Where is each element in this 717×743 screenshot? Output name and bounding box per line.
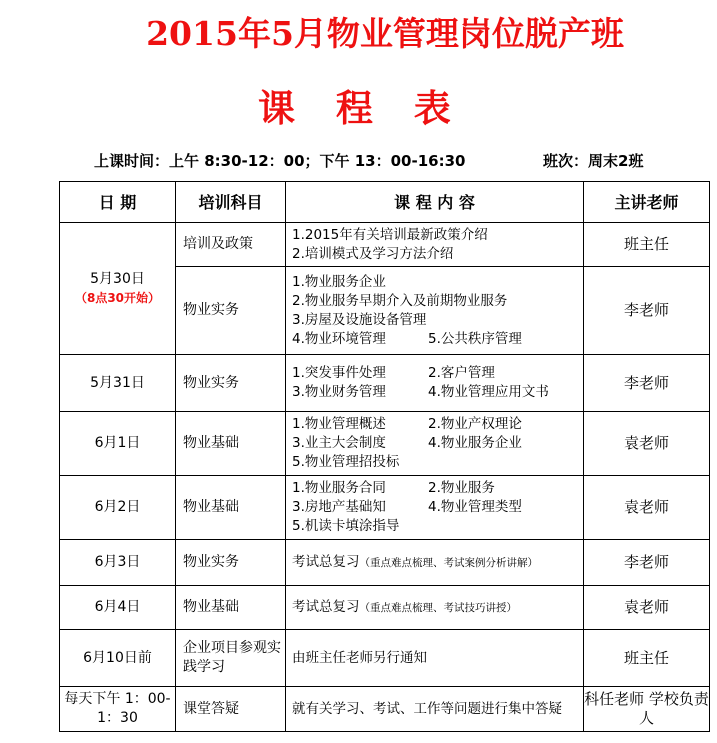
content-item: 4.物业环境管理	[292, 330, 386, 347]
content-item: 4.物业服务企业	[428, 435, 522, 451]
table-row	[60, 586, 710, 630]
teacher-cell: 袁老师	[584, 586, 710, 630]
content-item: 5.公共秩序管理	[428, 330, 522, 347]
content-cell	[286, 267, 584, 355]
content-line: 2.物业服务早期介入及前期物业服务	[292, 292, 508, 309]
content-line: 5.机读卡填涂指导	[292, 518, 400, 534]
teacher-cell: 班主任	[584, 223, 710, 267]
subject-cell: 物业基础	[176, 412, 286, 476]
content-line	[292, 434, 583, 453]
header-teacher: 主讲老师	[584, 182, 710, 223]
date-cell: 6月1日	[60, 412, 176, 476]
subject-cell: 培训及政策	[176, 223, 286, 267]
content-line	[292, 364, 583, 383]
table-row	[60, 476, 710, 540]
subject-cell: 物业实务	[176, 267, 286, 355]
date-cell: 6月10日前	[60, 630, 176, 687]
content-item: 2.物业服务	[428, 480, 495, 496]
content-line: 5.物业管理招投标	[292, 454, 400, 470]
content-line	[292, 330, 583, 349]
teacher-cell: 李老师	[584, 540, 710, 586]
class-info-line	[94, 150, 694, 172]
table-header-row	[60, 182, 710, 223]
content-line: 1.2015年有关培训最新政策介绍	[292, 226, 488, 243]
subject-cell: 课堂答疑	[176, 687, 286, 732]
schedule-title: 2015年5月物业管理岗位脱产班	[146, 14, 624, 53]
teacher-cell: 袁老师	[584, 412, 710, 476]
content-item: 3.房地产基础知	[292, 499, 386, 515]
content-item: 4.物业管理应用文书	[428, 384, 549, 400]
header-content: 课 程 内 容	[286, 182, 584, 223]
date-cell: 6月4日	[60, 586, 176, 630]
content-item: 2.客户管理	[428, 365, 495, 381]
table-row	[60, 687, 710, 732]
content-line: 3.房屋及设施设备管理	[292, 311, 427, 328]
content-item: 3.物业财务管理	[292, 384, 386, 400]
teacher-cell: 李老师	[584, 267, 710, 355]
content-cell	[286, 540, 584, 586]
content-cell: 由班主任老师另行通知	[286, 630, 584, 687]
table-row	[60, 223, 710, 267]
content-item: 2.物业产权理论	[428, 416, 522, 432]
content-line: 2.培训模式及学习方法介绍	[292, 245, 454, 262]
content-cell	[286, 412, 584, 476]
date-cell: 每天下午 1：00-1：30	[60, 687, 176, 732]
teacher-cell: 李老师	[584, 355, 710, 412]
date-cell: 6月3日	[60, 540, 176, 586]
content-note: （重点难点梳理、考试案例分析讲解）	[359, 556, 538, 569]
content-main: 考试总复习	[292, 598, 360, 615]
schedule-table	[59, 181, 710, 732]
content-note: （重点难点梳理、考试技巧讲授）	[359, 601, 517, 614]
content-item: 3.业主大会制度	[292, 435, 386, 451]
subject-cell: 物业实务	[176, 355, 286, 412]
header-date: 日 期	[60, 182, 176, 223]
content-item: 1.物业服务合同	[292, 480, 386, 496]
date-cell	[60, 223, 176, 355]
content-item: 4.物业管理类型	[428, 499, 522, 515]
content-cell	[286, 476, 584, 540]
table-row	[60, 355, 710, 412]
content-cell	[286, 223, 584, 267]
table-row	[60, 630, 710, 687]
content-item: 1.物业管理概述	[292, 416, 386, 432]
date-cell: 5月31日	[60, 355, 176, 412]
class-time: 上课时间：上午 8:30-12：00；下午 13：00-16:30	[94, 152, 466, 170]
table-row	[60, 540, 710, 586]
content-line	[292, 498, 583, 517]
class-shift: 班次：周末2班	[543, 152, 644, 170]
content-item: 1.突发事件处理	[292, 365, 386, 381]
teacher-cell: 科任老师 学校负责人	[584, 687, 710, 732]
teacher-cell: 班主任	[584, 630, 710, 687]
content-cell	[286, 355, 584, 412]
content-line	[292, 479, 583, 498]
subject-cell: 物业实务	[176, 540, 286, 586]
content-cell: 就有关学习、考试、工作等问题进行集中答疑	[286, 687, 584, 732]
content-line	[292, 415, 583, 434]
content-cell	[286, 586, 584, 630]
subject-cell: 物业基础	[176, 476, 286, 540]
content-line	[292, 383, 583, 402]
date-note: （8点30开始）	[74, 290, 161, 305]
table-row	[60, 412, 710, 476]
subject-cell: 企业项目参观实践学习	[176, 630, 286, 687]
schedule-subtitle: 课 程 表	[258, 86, 465, 130]
header-subject: 培训科目	[176, 182, 286, 223]
date-text: 5月30日	[90, 270, 145, 287]
content-line: 1.物业服务企业	[292, 273, 386, 290]
date-cell: 6月2日	[60, 476, 176, 540]
subject-cell: 物业基础	[176, 586, 286, 630]
content-main: 考试总复习	[292, 553, 360, 570]
teacher-cell: 袁老师	[584, 476, 710, 540]
